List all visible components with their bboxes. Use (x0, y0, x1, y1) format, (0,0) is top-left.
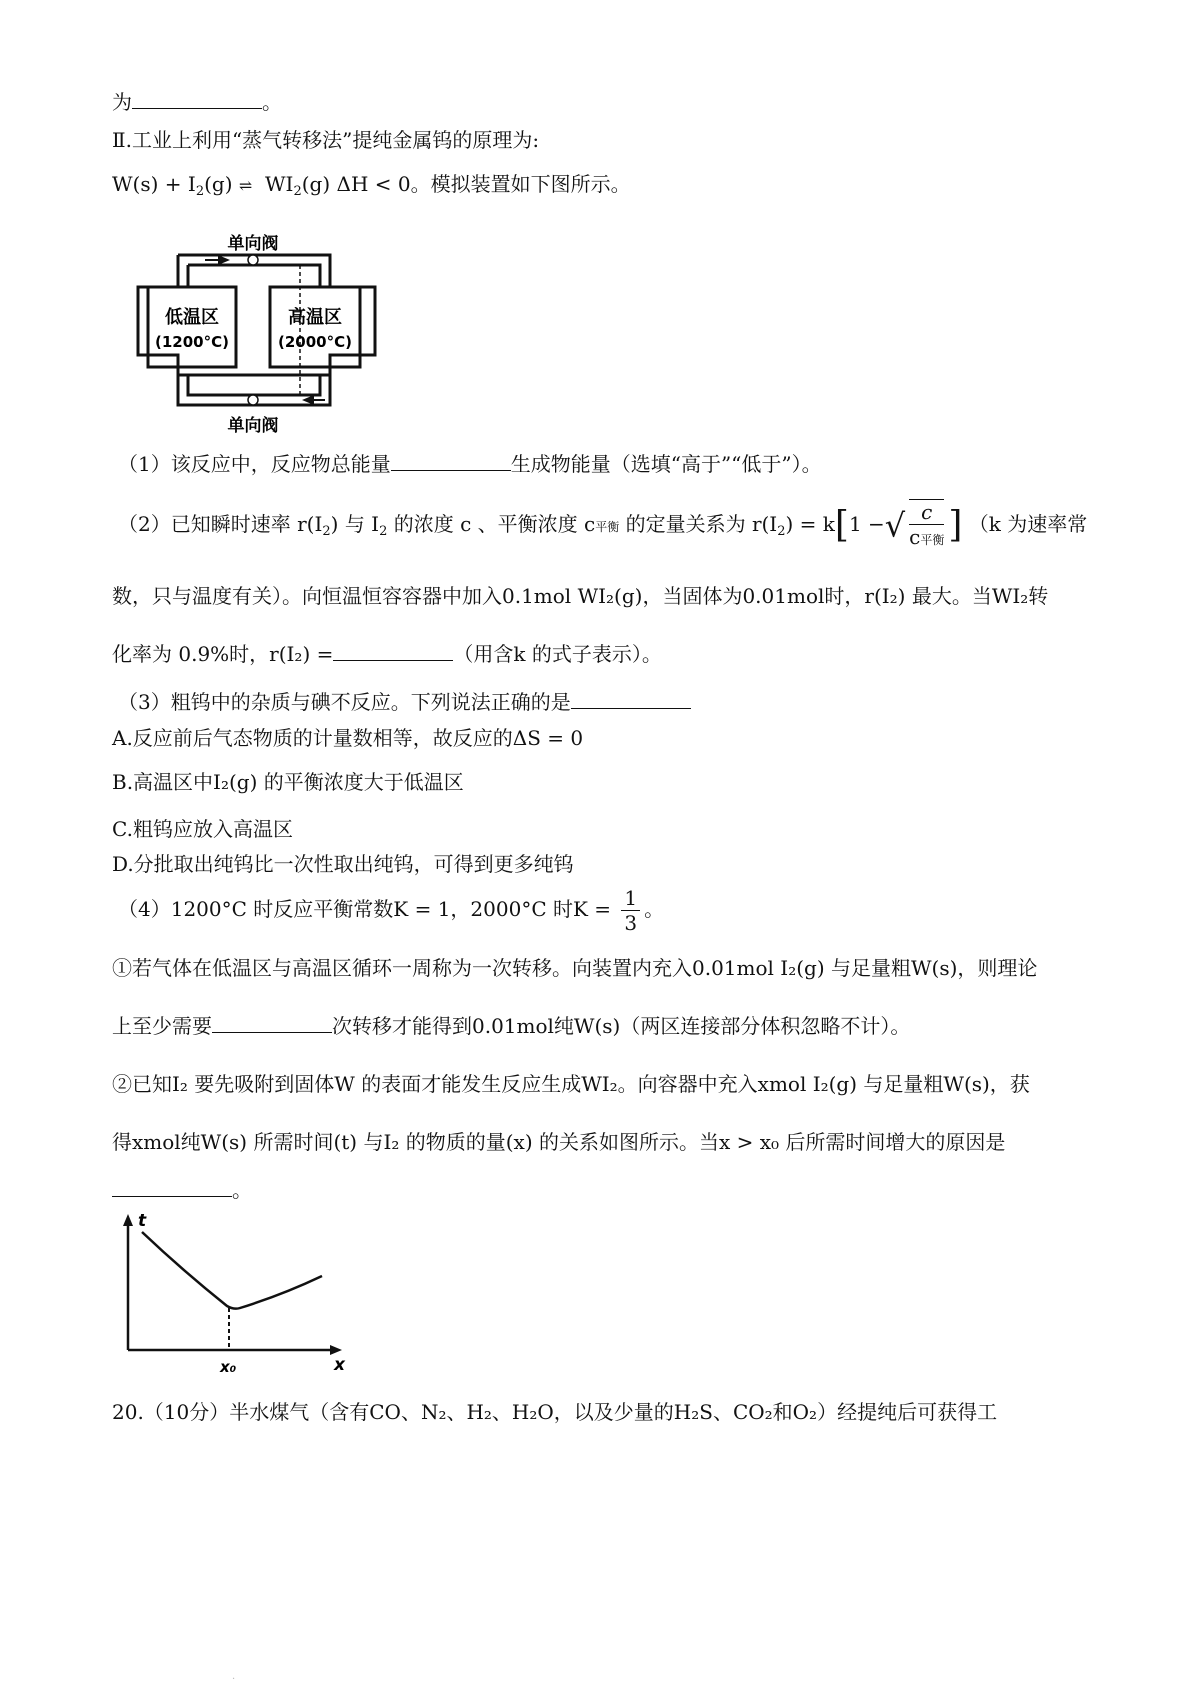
q1-pre: （1）该反应中，反应物总能量 (118, 452, 391, 476)
q4-frac-num: 1 (621, 886, 640, 911)
q1-post: 生成物能量（选填“高于”“低于”）。 (510, 452, 822, 476)
x-axis-label: x (334, 1355, 345, 1375)
eq-tail: 。模拟装置如下图所示。 (410, 172, 631, 196)
q2-rate: r(I (297, 512, 323, 536)
eq-mid: (g) (204, 172, 233, 196)
q2-text-d: 、平衡浓度 (477, 512, 578, 536)
part2-heading-text: Ⅱ.工业上利用“蒸气转移法”提纯金属钨的原理为: (112, 128, 540, 152)
eq-right2: (g) ΔH < 0 (301, 172, 411, 196)
top-prefix: 为 (112, 90, 132, 114)
x0-label: x₀ (220, 1358, 237, 1376)
q4-part2-line3 (112, 1176, 252, 1204)
q2-formula-k: = k (799, 512, 835, 536)
apparatus-diagram (130, 225, 390, 465)
q3-option-b-text: B.高温区中I₂(g) 的平衡浓度大于低温区 (112, 770, 464, 794)
q4-fraction (621, 886, 640, 935)
q2-line3-c: （用含k 的式子表示）。 (453, 642, 662, 666)
q4-p1-answer-blank[interactable] (212, 1012, 332, 1033)
q1-answer-blank[interactable] (391, 450, 511, 471)
high-zone-temp: (2000°C) (278, 333, 352, 351)
q2-i2: I (371, 512, 380, 536)
low-zone-label: 低温区 (165, 307, 219, 328)
valve-top-icon (248, 255, 258, 265)
part2-heading (112, 126, 539, 154)
question-3-stem (118, 688, 691, 716)
q2-text-e: 的定量关系为 (625, 512, 746, 536)
q4-p2-l2: 得xmol纯W(s) 所需时间(t) 与I₂ 的物质的量(x) 的关系如图所示。当x > x₀ 后所需时间增大的原因是 (112, 1130, 1006, 1154)
q4-p2-answer-blank[interactable] (112, 1176, 232, 1197)
q2-text-a: （2）已知瞬时速率 (118, 512, 291, 536)
q2-text-b: 与 (344, 512, 365, 536)
q4-p1-l1: ①若气体在低温区与高温区循环一周称为一次转移。向装置内充入0.01mol I₂(g) 与足量粗W(s)，则理论 (112, 956, 1038, 980)
q3-answer-blank[interactable] (571, 688, 691, 709)
q2-paren: ) (330, 512, 339, 536)
answer-blank[interactable] (132, 88, 262, 109)
q2-text-c: 的浓度 (393, 512, 454, 536)
y-axis-arrow-icon (123, 1214, 133, 1226)
q3-option-d[interactable] (112, 850, 574, 878)
eq-left: W(s) + I (112, 172, 196, 196)
q2-c: c (460, 512, 472, 536)
x-axis-arrow-icon (330, 1345, 342, 1355)
valve-bottom-label: 单向阀 (227, 416, 279, 436)
q2-line2-text: 数，只与温度有关）。向恒温恒容容器中加入0.1mol WI₂(g)，当固体为0.01mol时，r(I₂) 最大。当WI₂转 (112, 584, 1049, 608)
q4-stem-a: （4）1200°C 时反应平衡常数K = 1，2000°C 时K = (118, 897, 612, 921)
q2-one-minus: 1 − (848, 512, 885, 536)
top-fill-line (112, 88, 282, 116)
q2-rate-lhs: r(I (751, 512, 778, 536)
q2-line3-b: r(I₂) = (269, 642, 334, 666)
q2-line3-a: 化率为 0.9%时， (112, 642, 270, 666)
q2-ceq: c (584, 512, 596, 536)
page-dot: · (232, 1674, 236, 1685)
question-20 (112, 1398, 997, 1426)
q2-paren2: ) (785, 512, 794, 536)
valve-top-label: 单向阀 (227, 234, 279, 254)
q4-part1-line1 (112, 954, 1037, 982)
q4-p2-l1: ②已知I₂ 要先吸附到固体W 的表面才能发生反应生成WI₂。向容器中充入xmol I₂(g) 与足量粗W(s)，获 (112, 1072, 1030, 1096)
q2-ceq-sub: 平衡 (595, 520, 620, 534)
q3-stem-text: （3）粗钨中的杂质与碘不反应。下列说法正确的是 (118, 690, 571, 714)
y-axis-label: t (138, 1211, 147, 1231)
t-curve (142, 1232, 322, 1309)
q2-frac-den-sub: 平衡 (920, 533, 945, 547)
q4-part1-line2 (112, 1012, 910, 1040)
top-suffix: 。 (262, 90, 282, 114)
q4-part2-line1 (112, 1070, 1030, 1098)
reaction-equation (112, 170, 631, 206)
q4-part2-line2 (112, 1128, 1005, 1156)
eq-sub: 2 (293, 184, 302, 199)
valve-bottom-icon (248, 395, 258, 405)
q4-p1-l2b: 次转移才能得到0.01mol纯W(s)（两区连接部分体积忽略不计）。 (332, 1014, 911, 1038)
question-4-stem (118, 884, 664, 934)
q3-option-a-text: A.反应前后气态物质的计量数相等，故反应的ΔS = 0 (112, 726, 584, 750)
q3-option-b[interactable] (112, 768, 464, 796)
eq-sub: 2 (195, 184, 205, 199)
time-vs-amount-graph (112, 1210, 372, 1380)
q2-text-f: （k 为速率常 (968, 512, 1088, 536)
question-2-line1: （2）已知瞬时速率 $r(I_2)$ 与 $I_2$ 的浓度 c 、平衡浓度 c平衡 的定量关系为 $r(I_2) = k[1$ −√ $\frac{c}{\text{c平衡}}$ ] （k 为速率常 (118, 496, 1087, 552)
q3-option-c-text: C.粗钨应放入高温区 (112, 817, 293, 841)
question-1 (118, 450, 822, 478)
low-zone-temp: (1200°C) (155, 333, 229, 351)
q3-option-d-text: D.分批取出纯钨比一次性取出纯钨，可得到更多纯钨 (112, 852, 574, 876)
high-zone-label: 高温区 (288, 307, 342, 328)
q4-p1-l2a: 上至少需要 (112, 1014, 212, 1038)
q2-answer-blank[interactable] (333, 640, 453, 661)
q4-frac-den: 3 (624, 911, 638, 935)
q3-option-c[interactable] (112, 815, 293, 843)
eq-right: WI (265, 172, 294, 196)
question-2-line3 (112, 640, 662, 668)
q2-frac-num: c (909, 500, 944, 525)
q3-option-a[interactable] (112, 724, 583, 752)
equilibrium-arrow-icon: ⇌ (238, 176, 253, 195)
question-2-line2 (112, 582, 1048, 610)
q4-stem-b: 。 (644, 897, 665, 921)
q20-text: 20.（10分）半水煤气（含有CO、N₂、H₂、H₂O，以及少量的H₂S、CO₂和O₂）经提纯后可获得工 (112, 1400, 998, 1424)
q4-p2-l3: 。 (232, 1178, 252, 1202)
q2-frac-den: c (909, 525, 921, 549)
q2-fraction (909, 499, 944, 552)
